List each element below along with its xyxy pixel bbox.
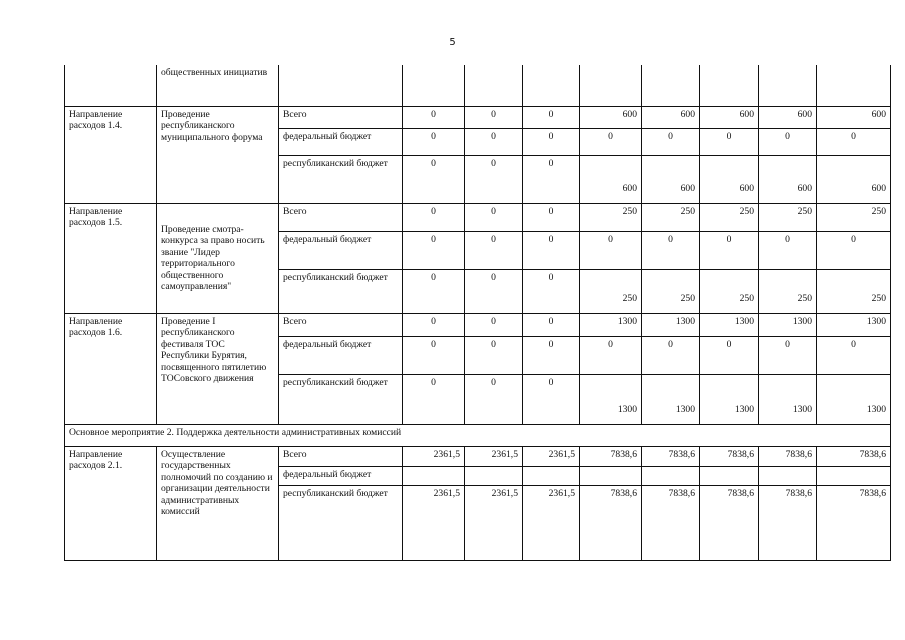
table-row: федеральный бюджет 0 0 0 0 0 0 0 0: [65, 128, 891, 155]
table-row: Направление расходов 1.5. Проведение смотра-конкурса за право носить звание "Лидер территориального общественного самоуправления" Всего 0 0 0 250 250 250 250 250: [65, 203, 891, 231]
source-cell: Всего: [279, 313, 403, 336]
source-cell: республиканский бюджет: [279, 155, 403, 203]
direction-cell: Направление расходов 2.1.: [65, 446, 157, 560]
source-cell: федеральный бюджет: [279, 466, 403, 485]
direction-cell: Направление расходов 1.5.: [65, 203, 157, 313]
direction-cell: Направление расходов 1.6.: [65, 313, 157, 424]
table-row: Направление расходов 1.4. Проведение республиканского муниципального форума Всего 0 0 0 600 600 600 600 600: [65, 106, 891, 128]
table-row: [65, 65, 891, 106]
source-cell: Всего: [279, 106, 403, 128]
table-row: федеральный бюджет 0 0 0 0 0 0 0 0: [65, 336, 891, 374]
measure-cell: Проведение I республиканского фестиваля ТОС Республики Бурятия, посвященного пятилетию ТОСовского движения: [157, 313, 279, 424]
direction-cell: [65, 65, 157, 106]
source-cell: республиканский бюджет: [279, 374, 403, 424]
measure-cell: Проведение республиканского муниципального форума: [157, 106, 279, 203]
source-cell: республиканский бюджет: [279, 269, 403, 313]
table-row: республиканский бюджет 0 0 0 250 250 250 250 250: [65, 269, 891, 313]
table-row: республиканский бюджет 2361,5 2361,5 2361,5 7838,6 7838,6 7838,6 7838,6 7838,6: [65, 485, 891, 560]
source-cell: республиканский бюджет: [279, 485, 403, 560]
source-cell: федеральный бюджет: [279, 231, 403, 269]
section-title: Основное мероприятие 2. Поддержка деятельности административных комиссий: [65, 424, 891, 446]
measure-cell: общественных инициатив: [157, 65, 279, 106]
page-number: 5: [449, 37, 456, 48]
budget-table: [64, 65, 891, 561]
measure-cell: Проведение смотра-конкурса за право носить звание "Лидер территориального общественного самоуправления": [157, 203, 279, 313]
direction-cell: Направление расходов 1.4.: [65, 106, 157, 203]
table-row: республиканский бюджет 0 0 0 600 600 600 600 600: [65, 155, 891, 203]
section-row: [65, 424, 891, 446]
table-row: Направление расходов 2.1. Осуществление государственных полномочий по созданию и организации деятельности административных комиссий Всего 2361,5 2361,5 2361,5 7838,6 7838,6 7838,6 7838,6 7838,6: [65, 446, 891, 466]
table-row: федеральный бюджет 0 0 0 0 0 0 0 0: [65, 231, 891, 269]
table-row: республиканский бюджет 0 0 0 1300 1300 1300 1300 1300: [65, 374, 891, 424]
measure-cell: Осуществление государственных полномочий по созданию и организации деятельности административных комиссий: [157, 446, 279, 560]
source-cell: федеральный бюджет: [279, 128, 403, 155]
source-cell: федеральный бюджет: [279, 336, 403, 374]
source-cell: Всего: [279, 203, 403, 231]
source-cell: Всего: [279, 446, 403, 466]
table-row: Направление расходов 1.6. Проведение I республиканского фестиваля ТОС Республики Бурятия, посвященного пятилетию ТОСовского движения Всего 0 0 0 1300 1300 1300 1300 1300: [65, 313, 891, 336]
